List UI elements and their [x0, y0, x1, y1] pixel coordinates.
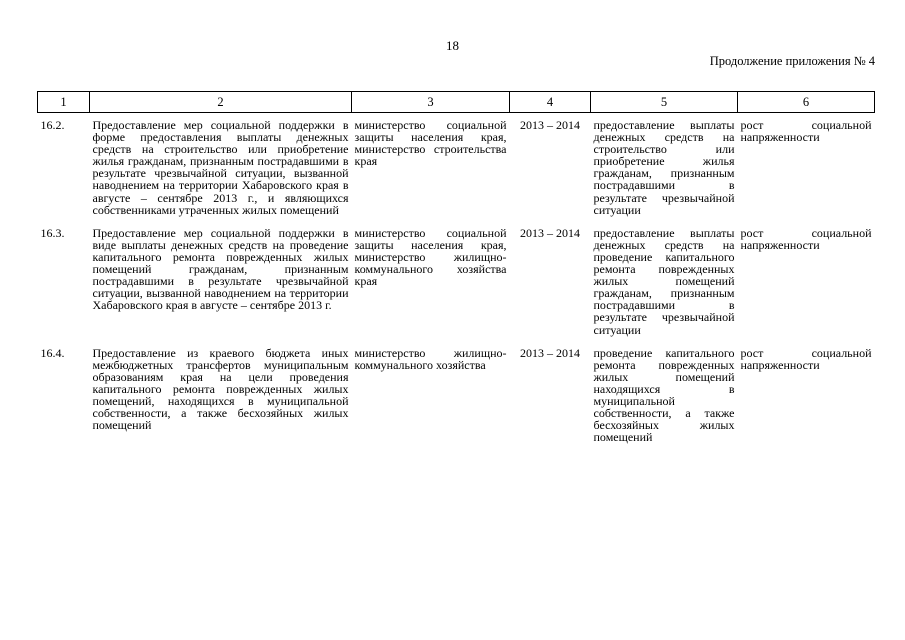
- risk-consequence: рост социальной напряженности: [740, 118, 872, 145]
- table-row: [38, 216, 875, 336]
- implementation-years: 2013 – 2014: [520, 345, 580, 360]
- expected-result: предоставление выплаты денежных средств на строительство или приобретение жилья гражданам, признанным пострадавшими в результате чрезвычайной ситуации: [593, 118, 735, 217]
- column-header-5: 5: [591, 92, 738, 113]
- row-number: 16.4.: [40, 345, 65, 360]
- appendix-continuation-label: Продолжение приложения № 4: [709, 54, 875, 68]
- measure-description: Предоставление мер социальной поддержки в виде выплаты денежных средств на проведение капитального ремонта поврежденных жилых помещений гражданам, признанным пострадавшими в результате чрезвычайной ситуации, вызванной наводнением на территории Хабаровского края в августе – сентябре 2013 г.: [92, 225, 349, 313]
- expected-result: проведение капитального ремонта поврежденных жилых помещений находящихся в муниципальной собственности, а также бесхозяйных жилых помещений: [593, 345, 735, 445]
- table-header: [38, 92, 875, 113]
- column-header-3: 3: [352, 92, 510, 113]
- risk-consequence: рост социальной напряженности: [740, 225, 872, 252]
- measure-description: Предоставление мер социальной поддержки в форме предоставления выплаты денежных средств на строительство или приобретение жилья гражданам, признанным пострадавшими в результате чрезвычайной ситуации, вызванной наводнением на территории Хабаровского края в августе – сентябре 2013 г., и являющихся собственниками утраченных жилых помещений: [92, 118, 349, 217]
- table-row: [38, 336, 875, 444]
- expected-result: предоставление выплаты денежных средств на проведение капитального ремонта поврежденных жилых помещений гражданам, признанным пострадавшими в результате чрезвычайной ситуации: [593, 225, 735, 337]
- column-header-6: 6: [738, 92, 875, 113]
- row-number: 16.3.: [40, 225, 65, 240]
- measure-description: Предоставление из краевого бюджета иных межбюджетных трансфертов муниципальным образованиям края на цели проведения капитального ремонта поврежденных жилых помещений, находящихся в муниципальной собственности, а также бесхозяйных жилых помещений: [92, 345, 349, 433]
- column-header-2: 2: [90, 92, 352, 113]
- column-number-row: [38, 92, 875, 113]
- table-row: [38, 113, 875, 216]
- implementation-years: 2013 – 2014: [520, 118, 580, 132]
- row-number: 16.2.: [40, 118, 65, 132]
- responsible-executor: министерство социальной защиты населения края, министерство строительства края: [354, 118, 507, 169]
- responsible-executor: министерство жилищно-коммунального хозяйства: [354, 345, 507, 372]
- column-header-4: 4: [510, 92, 591, 113]
- risk-consequence: рост социальной напряженности: [740, 345, 872, 372]
- column-header-1: 1: [38, 92, 90, 113]
- page-number: 18: [446, 38, 459, 53]
- implementation-years: 2013 – 2014: [520, 225, 580, 240]
- responsible-executor: министерство социальной защиты населения края, министерство жилищно-коммунального хозяйства края: [354, 225, 507, 289]
- measures-table: [37, 91, 875, 443]
